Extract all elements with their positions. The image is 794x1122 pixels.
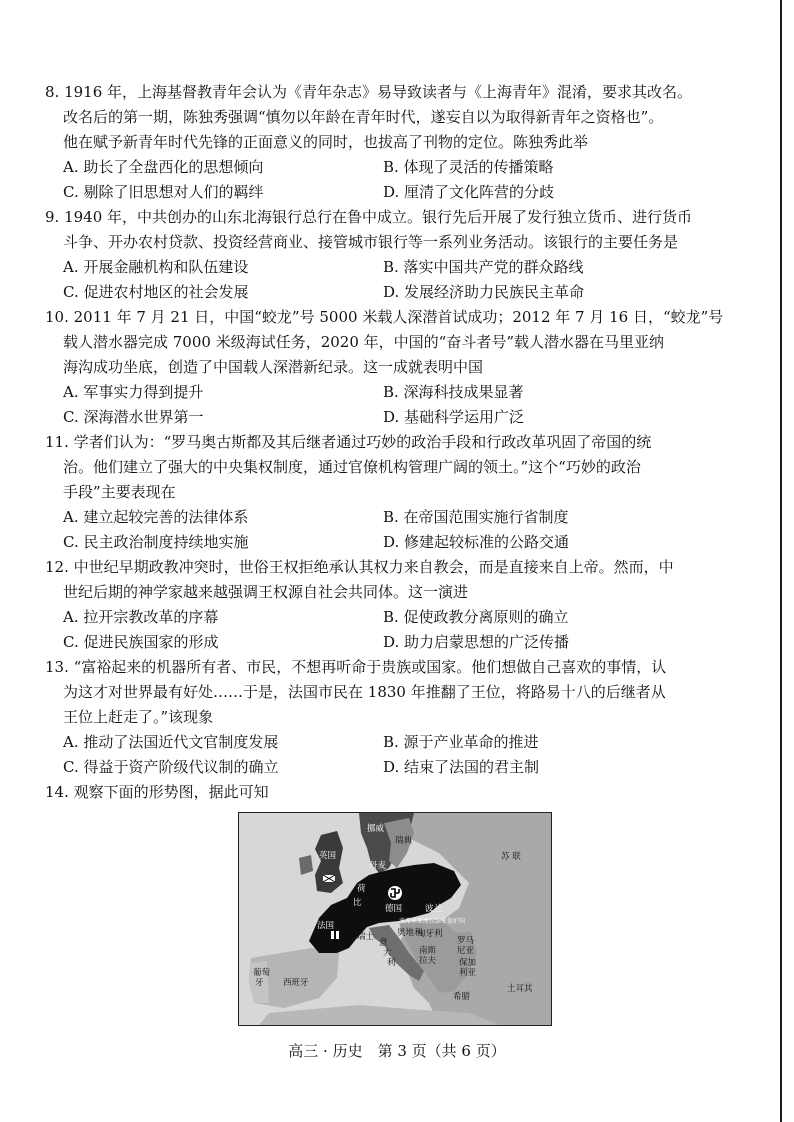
label-italy-1: 意	[379, 938, 388, 948]
option-d[interactable]: D. 助力启蒙思想的广泛传播	[383, 633, 570, 651]
label-portugal-1: 葡萄	[253, 968, 271, 978]
label-uk: 英国	[319, 851, 337, 861]
question-stem-line: 手段”主要表现在	[63, 483, 176, 501]
option-group	[45, 380, 745, 430]
question-stem-line: 改名后的第一期，陈独秀强调“慎勿以年龄在青年时代，遂妄自以为取得新青年之资格也”。	[63, 108, 664, 126]
label-portugal-2: 牙	[255, 978, 264, 988]
question-9	[45, 205, 745, 305]
label-bulgaria-1: 保加	[459, 958, 477, 968]
question-stem-line: 他在赋予新青年时代先锋的正面意义的同时，也拔高了刊物的定位。陈独秀此举	[63, 133, 589, 151]
option-b[interactable]: B. 促使政教分离原则的确立	[383, 608, 569, 626]
question-14	[45, 780, 745, 805]
question-stem-line: 斗争、开办农村贷款、投资经营商业、接管城市银行等一系列业务活动。该银行的主要任务是	[63, 233, 679, 251]
option-a[interactable]: A. 推动了法国近代文官制度发展	[63, 733, 279, 751]
question-stem-line: 载人潜水器完成 7000 米级海试任务，2020 年，中国的“奋斗者号”载人潜水器在马里亚纳	[63, 333, 664, 351]
question-12	[45, 555, 745, 655]
label-yugoslavia-1: 南斯	[419, 946, 437, 956]
label-greece: 希腊	[453, 992, 471, 1002]
question-stem-line: 为这才对世界最有好处……于是，法国市民在 1830 年推翻了王位，将路易十八的后继者从	[63, 683, 666, 701]
label-bulgaria-2: 利亚	[459, 968, 477, 978]
option-d[interactable]: D. 基础科学运用广泛	[383, 408, 525, 426]
label-switzerland: 瑞士	[357, 932, 375, 942]
question-13	[45, 655, 745, 780]
option-c[interactable]: C. 剔除了旧思想对人们的羁绊	[63, 183, 264, 201]
question-stem-line: 10. 2011 年 7 月 21 日，中国“蛟龙”号 5000 米载人深潜首试成功；2012 年 7 月 16 日，“蛟龙”号	[45, 308, 724, 326]
label-turkey: 土耳其	[507, 984, 533, 994]
option-c[interactable]: C. 民主政治制度持续地实施	[63, 533, 249, 551]
label-france: 法国	[317, 921, 335, 931]
page-edge-rule	[780, 0, 782, 1122]
option-group	[45, 605, 745, 655]
swastika-marker-germany	[388, 886, 402, 900]
label-yugoslavia-2: 拉夫	[419, 956, 437, 966]
option-group	[45, 255, 745, 305]
label-protectorate: 波希米亚摩拉维亚保护国	[399, 918, 466, 925]
label-norway: 挪威	[367, 824, 385, 834]
question-10	[45, 305, 745, 430]
label-denmark: 丹麦	[369, 861, 387, 871]
option-d[interactable]: D. 结束了法国的君主制	[383, 758, 540, 776]
option-d[interactable]: D. 修建起较标准的公路交通	[383, 533, 570, 551]
question-stem-line: 治。他们建立了强大的中央集权制度，通过官僚机构管理广阔的领土。”这个“巧妙的政治	[63, 458, 641, 476]
question-stem-line: 9. 1940 年，中共创办的山东北海银行总行在鲁中成立。银行先后开展了发行独立货币、进行货币	[45, 208, 693, 226]
question-11	[45, 430, 745, 555]
question-stem-line: 14. 观察下面的形势图，据此可知	[45, 783, 269, 801]
option-c[interactable]: C. 促进农村地区的社会发展	[63, 283, 249, 301]
label-austria: 奥地利	[397, 928, 423, 938]
option-b[interactable]: B. 在帝国范围实施行省制度	[383, 508, 569, 526]
question-stem-line: 世纪后期的神学家越来越强调王权源自社会共同体。这一演进	[63, 583, 469, 601]
label-italy-3: 利	[387, 958, 396, 968]
option-d[interactable]: D. 厘清了文化阵营的分歧	[383, 183, 555, 201]
option-a[interactable]: A. 军事实力得到提升	[63, 383, 204, 401]
option-a[interactable]: A. 拉开宗教改革的序幕	[63, 608, 219, 626]
question-stem-line: 12. 中世纪早期政教冲突时，世俗王权拒绝承认其权力来自教会，而是直接来自上帝。然而，中	[45, 558, 674, 576]
europe-situation-map	[238, 812, 552, 1026]
map-svg	[239, 813, 551, 1025]
option-group	[45, 155, 745, 205]
option-b[interactable]: B. 深海科技成果显著	[383, 383, 524, 401]
option-b[interactable]: B. 源于产业革命的推进	[383, 733, 539, 751]
option-d[interactable]: D. 发展经济助力民族民主革命	[383, 283, 585, 301]
option-a[interactable]: A. 助长了全盘西化的思想倾向	[63, 158, 264, 176]
option-group	[45, 730, 745, 780]
label-ussr: 苏 联	[501, 852, 521, 862]
label-spain: 西班牙	[283, 978, 309, 988]
option-b[interactable]: B. 落实中国共产党的群众路线	[383, 258, 584, 276]
label-poland: 波兰	[425, 904, 443, 914]
label-belgium: 比	[353, 898, 362, 908]
option-a[interactable]: A. 建立起较完善的法律体系	[63, 508, 249, 526]
label-romania-2: 尼亚	[457, 946, 475, 956]
flag-marker-uk	[323, 875, 335, 882]
option-c[interactable]: C. 深海潜水世界第一	[63, 408, 204, 426]
question-stem-line: 王位上赶走了。”该现象	[63, 708, 214, 726]
question-stem-line: 11. 学者们认为：“罗马奥古斯都及其后继者通过巧妙的政治手段和行政改革巩固了帝国的统	[45, 433, 652, 451]
option-b[interactable]: B. 体现了灵活的传播策略	[383, 158, 554, 176]
option-c[interactable]: C. 得益于资产阶级代议制的确立	[63, 758, 279, 776]
question-stem-line: 8. 1916 年，上海基督教青年会认为《青年杂志》易导致读者与《上海青年》混淆，要求其改名。	[45, 83, 693, 101]
option-group	[45, 505, 745, 555]
question-stem-line: 13. “富裕起来的机器所有者、市民，不想再听命于贵族或国家。他们想做自己喜欢的事情，认	[45, 658, 667, 676]
option-a[interactable]: A. 开展金融机构和队伍建设	[63, 258, 249, 276]
question-stem-line: 海沟成功坐底，创造了中国载人深潜新纪录。这一成就表明中国	[63, 358, 484, 376]
label-germany: 德国	[385, 904, 403, 914]
label-italy-2: 大	[383, 948, 392, 958]
label-hungary: 匈牙利	[417, 929, 443, 939]
question-8	[45, 80, 745, 205]
label-romania-1: 罗马	[457, 936, 475, 946]
page-footer: 高三 · 历史 第 3 页（共 6 页）	[288, 1042, 506, 1060]
label-sweden: 瑞典	[395, 836, 413, 846]
label-netherlands: 荷	[357, 884, 366, 894]
option-c[interactable]: C. 促进民族国家的形成	[63, 633, 219, 651]
